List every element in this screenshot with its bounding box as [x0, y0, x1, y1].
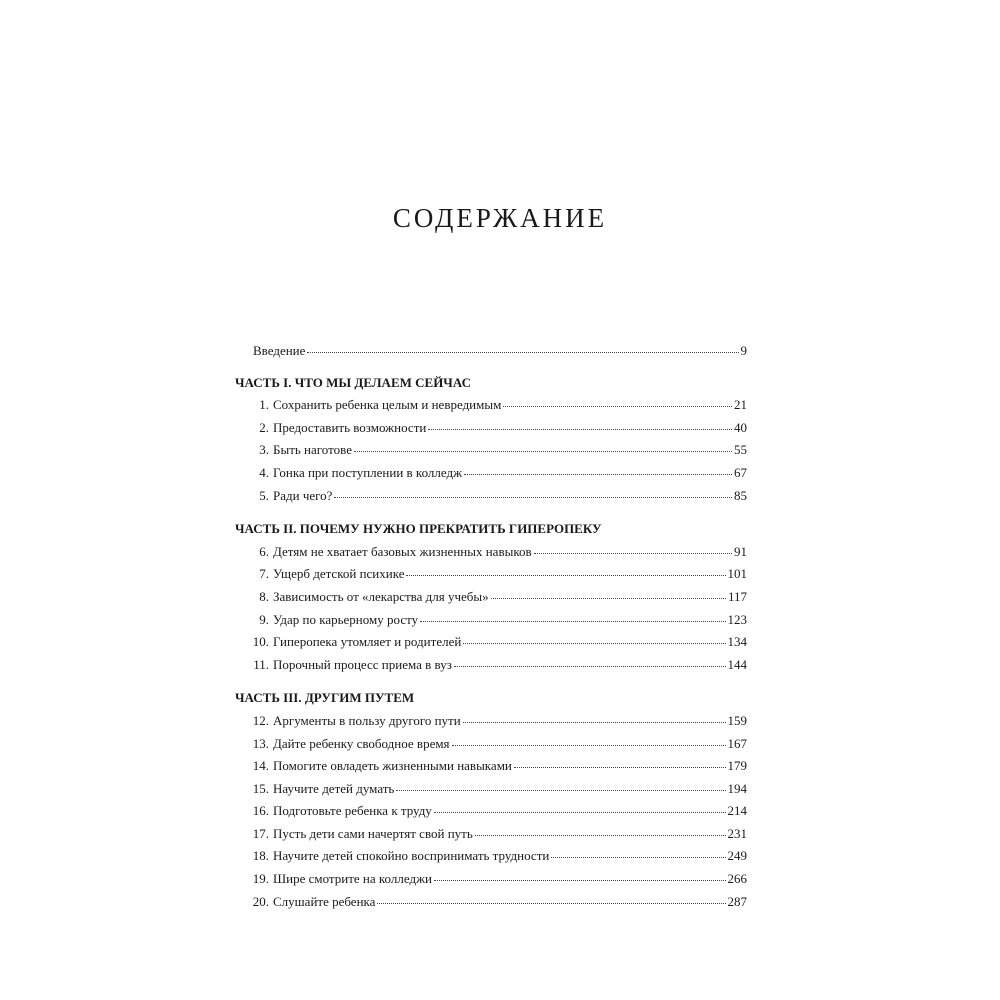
chapter-title: Порочный процесс приема в вуз [273, 656, 452, 672]
chapter-page-number: 159 [727, 712, 747, 728]
chapter-title: Гиперопека утомляет и родителей [273, 634, 462, 650]
chapter-title: Удар по карьерному росту [273, 611, 419, 627]
chapter-title: Помогите овладеть жизненными навыками [273, 758, 512, 774]
chapter-title: Сохранить ребенка целым и невредимым [273, 397, 502, 413]
chapter-title: Зависимость от «лекарства для учебы» [273, 588, 489, 604]
dot-leader [551, 857, 725, 858]
chapter-number: 18. [252, 848, 269, 864]
chapter-number: 13. [252, 735, 269, 751]
chapter-number: 3. [259, 442, 269, 458]
toc-entry-label: Введение [253, 343, 306, 358]
chapter-page-number: 123 [727, 611, 747, 627]
toc-entry [235, 778, 747, 801]
dot-leader [434, 880, 725, 881]
toc-entry [235, 586, 747, 609]
toc-entry [235, 439, 747, 462]
chapter-page-number: 287 [727, 893, 747, 909]
chapter-number: 11. [253, 656, 269, 672]
chapter-title: Слушайте ребенка [273, 893, 376, 909]
chapter-title: Гонка при поступлении в колледж [273, 464, 463, 480]
chapter-title: Научите детей думать [273, 780, 395, 796]
dot-leader [463, 722, 726, 723]
dot-leader [434, 812, 726, 813]
toc-entry [235, 755, 747, 778]
toc-parts [235, 372, 747, 914]
chapter-page-number: 101 [727, 566, 747, 582]
dot-leader [396, 790, 725, 791]
dot-leader [307, 352, 738, 353]
dot-leader [454, 666, 726, 667]
dot-leader [420, 621, 725, 622]
chapter-number: 5. [259, 487, 269, 503]
chapter-page-number: 21 [734, 397, 747, 413]
dot-leader [491, 598, 726, 599]
chapter-page-number: 266 [727, 871, 747, 887]
part-heading: ЧАСТЬ II. ПОЧЕМУ НУЖНО ПРЕКРАТИТЬ ГИПЕРОПЕКУ [235, 521, 602, 537]
dot-leader [463, 643, 725, 644]
chapter-page-number: 55 [734, 442, 747, 458]
chapter-number: 16. [252, 803, 269, 819]
dot-leader [514, 767, 726, 768]
chapter-number: 8. [259, 588, 269, 604]
chapter-number: 12. [252, 712, 269, 728]
chapter-page-number: 231 [727, 825, 747, 841]
chapter-title: Ради чего? [273, 487, 333, 503]
chapter-page-number: 179 [727, 758, 747, 774]
toc-entry [235, 654, 747, 677]
dot-leader [534, 553, 732, 554]
toc-entry-intro [235, 340, 747, 363]
toc-entry [235, 868, 747, 891]
chapter-number: 14. [252, 758, 269, 774]
toc-entry-page: 9 [740, 343, 747, 358]
toc-entry [235, 710, 747, 733]
chapter-page-number: 40 [734, 419, 747, 435]
chapter-page-number: 249 [727, 848, 747, 864]
chapter-page-number: 134 [727, 634, 747, 650]
dot-leader [503, 406, 732, 407]
chapter-title: Ущерб детской психике [273, 566, 405, 582]
chapter-page-number: 194 [727, 780, 747, 796]
chapter-number: 9. [259, 611, 269, 627]
toc-entry [235, 891, 747, 914]
chapter-number: 6. [259, 543, 269, 559]
chapter-page-number: 214 [727, 803, 747, 819]
dot-leader [475, 835, 726, 836]
toc-entry [235, 462, 747, 485]
chapter-title: Предоставить возможности [273, 419, 427, 435]
toc-entry [235, 800, 747, 823]
dot-leader [406, 575, 725, 576]
toc-entry [235, 485, 747, 508]
chapter-title: Подготовьте ребенка к труду [273, 803, 432, 819]
chapter-title: Шире смотрите на колледжи [273, 871, 433, 887]
chapter-title: Научите детей спокойно воспринимать трудности [273, 848, 550, 864]
page-title: СОДЕРЖАНИЕ [392, 203, 608, 233]
toc-entry [235, 631, 747, 654]
chapter-number: 1. [259, 397, 269, 413]
chapter-page-number: 67 [734, 464, 747, 480]
toc-entry [235, 845, 747, 868]
chapter-title: Дайте ребенку свободное время [273, 735, 450, 751]
table-of-contents [235, 340, 747, 913]
chapter-page-number: 144 [727, 656, 747, 672]
chapter-page-number: 85 [734, 487, 747, 503]
part-heading: ЧАСТЬ III. ДРУГИМ ПУТЕМ [235, 690, 415, 706]
toc-entry [235, 733, 747, 756]
chapter-title: Пусть дети сами начертят свой путь [273, 825, 473, 841]
chapter-number: 20. [252, 893, 269, 909]
chapter-page-number: 91 [734, 543, 747, 559]
toc-entry [235, 563, 747, 586]
dot-leader [354, 451, 732, 452]
dot-leader [464, 474, 732, 475]
toc-entry [235, 823, 747, 846]
chapter-number: 7. [259, 566, 269, 582]
dot-leader [428, 429, 732, 430]
dot-leader [377, 903, 725, 904]
chapter-number: 2. [259, 419, 269, 435]
dot-leader [452, 745, 726, 746]
chapter-number: 10. [252, 634, 269, 650]
chapter-page-number: 167 [727, 735, 747, 751]
chapter-number: 17. [252, 825, 269, 841]
toc-entry [235, 609, 747, 632]
toc-entry [235, 541, 747, 564]
part-heading: ЧАСТЬ I. ЧТО МЫ ДЕЛАЕМ СЕЙЧАС [235, 374, 471, 390]
chapter-title: Детям не хватает базовых жизненных навыков [273, 543, 532, 559]
chapter-page-number: 117 [727, 588, 747, 604]
toc-entry [235, 394, 747, 417]
dot-leader [334, 497, 732, 498]
chapter-number: 19. [252, 871, 269, 887]
chapter-number: 4. [259, 464, 269, 480]
chapter-number: 15. [252, 780, 269, 796]
toc-entry [235, 417, 747, 440]
chapter-title: Быть наготове [273, 442, 352, 458]
chapter-title: Аргументы в пользу другого пути [273, 712, 461, 728]
